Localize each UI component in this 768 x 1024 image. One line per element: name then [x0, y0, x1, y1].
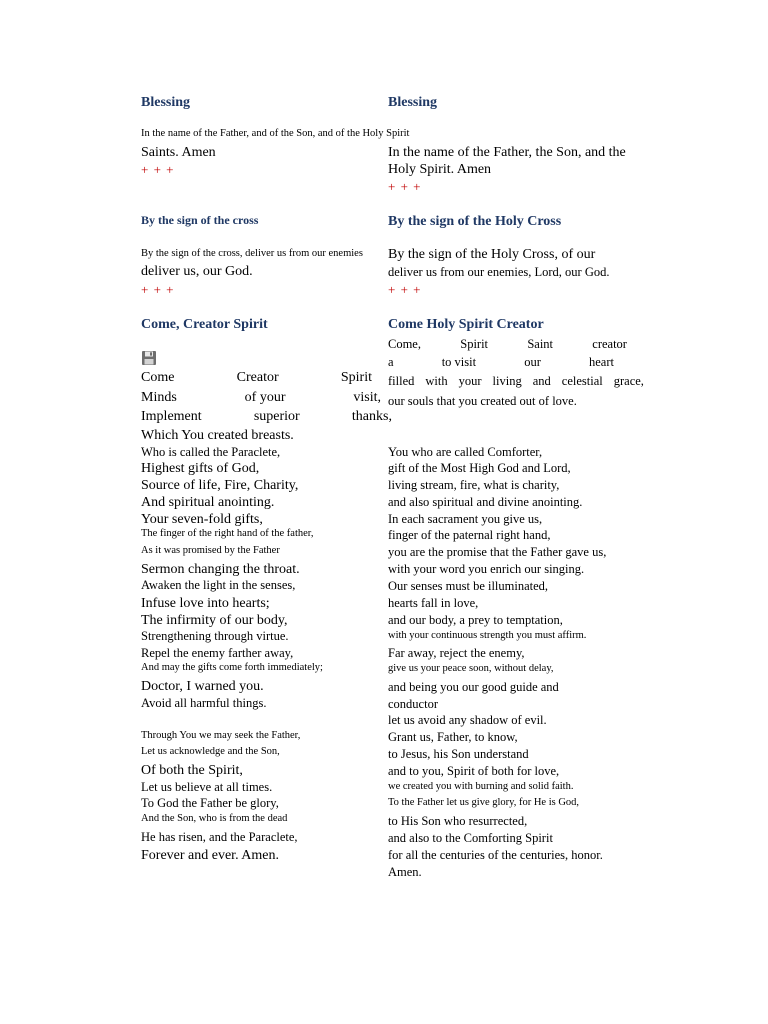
right-hymn-line-21: we created you with burning and solid faith.: [388, 781, 574, 792]
left-hymn-line-5: And spiritual anointing.: [141, 495, 275, 510]
right-hymn-line-19: to Jesus, his Son understand: [388, 747, 529, 761]
right-hymn-line-7: you are the promise that the Father gave us,: [388, 545, 607, 559]
right-hymn-line-6: finger of the paternal right hand,: [388, 528, 551, 542]
right-hymn-row-1-word-3: Saint: [527, 337, 554, 351]
right-hymn-line-22: To the Father let us give glory, for He is God,: [388, 797, 580, 808]
left-hymn-row-2: [141, 390, 381, 406]
save-icon[interactable]: [141, 350, 157, 366]
right-hymn-line-5: In each sacrament you give us,: [388, 512, 543, 526]
right-hymn-row-2-word-1: a: [388, 355, 394, 369]
right-hymn-line-11: and our body, a prey to temptation,: [388, 613, 563, 627]
right-blessing-crosses: + + +: [388, 179, 422, 194]
left-hymn-line-23: And the Son, who is from the dead: [141, 813, 288, 824]
right-hymn-row-1-word-1: Come,: [388, 337, 421, 351]
right-hymn-line-25: for all the centuries of the centuries, honor.: [388, 848, 603, 862]
left-hymn-line-21: Let us believe at all times.: [141, 780, 273, 794]
right-blessing-title: Blessing: [388, 95, 438, 110]
right-hymn-row-4: our souls that you created out of love.: [388, 394, 577, 408]
left-hymn-row-1: [141, 370, 372, 386]
right-hymn-line-16: conductor: [388, 697, 438, 711]
left-hymn-line-13: Strengthening through virtue.: [141, 629, 289, 643]
right-hymn-line-26: Amen.: [388, 865, 422, 879]
left-hymn-line-3: Highest gifts of God,: [141, 461, 260, 476]
left-hymn-row-2-word-2: of your: [244, 390, 286, 405]
left-hymn-line-1: Which You created breasts.: [141, 428, 294, 443]
right-sign-title: By the sign of the Holy Cross: [388, 214, 562, 229]
left-hymn-line-19: Let us acknowledge and the Son,: [141, 746, 280, 757]
right-sign-line-1: By the sign of the Holy Cross, of our: [388, 247, 596, 262]
right-hymn-line-3: living stream, fire, what is charity,: [388, 478, 560, 492]
right-hymn-row-2: [388, 355, 614, 369]
left-hymn-line-11: Infuse love into hearts;: [141, 596, 270, 611]
right-hymn-row-3-word-3: your: [458, 374, 482, 388]
right-hymn-line-2: gift of the Most High God and Lord,: [388, 461, 571, 475]
left-hymn-line-12: The infirmity of our body,: [141, 613, 288, 628]
left-hymn-line-2: Who is called the Paraclete,: [141, 445, 281, 459]
left-hymn-line-7: The finger of the right hand of the father,: [141, 528, 314, 539]
right-hymn-row-1-word-2: Spirit: [460, 337, 489, 351]
left-hymn-line-20: Of both the Spirit,: [141, 763, 243, 778]
right-hymn-line-9: Our senses must be illuminated,: [388, 579, 549, 593]
right-hymn-title: Come Holy Spirit Creator: [388, 317, 544, 332]
left-blessing-crosses: + + +: [141, 162, 175, 177]
right-hymn-line-24: and also to the Comforting Spirit: [388, 831, 553, 845]
right-hymn-line-17: let us avoid any shadow of evil.: [388, 713, 547, 727]
right-hymn-row-2-word-4: heart: [589, 355, 614, 369]
right-hymn-line-1: You who are called Comforter,: [388, 445, 543, 459]
right-blessing-line-1: In the name of the Father, the Son, and the: [388, 145, 626, 160]
right-hymn-line-12: with your continuous strength you must affirm.: [388, 630, 587, 641]
left-hymn-line-18: Through You we may seek the Father,: [141, 730, 301, 741]
left-hymn-row-1-word-2: Creator: [236, 370, 279, 385]
right-hymn-line-15: and being you our good guide and: [388, 680, 559, 694]
left-sign-line-2: deliver us, our God.: [141, 264, 253, 279]
right-hymn-row-3-word-7: grace,: [613, 374, 644, 388]
left-hymn-line-25: Forever and ever. Amen.: [141, 848, 280, 863]
left-hymn-line-14: Repel the enemy farther away,: [141, 646, 294, 660]
left-hymn-row-3: [141, 409, 392, 425]
left-hymn-line-8: As it was promised by the Father: [141, 545, 280, 556]
right-hymn-line-23: to His Son who resurrected,: [388, 814, 528, 828]
right-blessing-line-2: Holy Spirit. Amen: [388, 162, 492, 177]
left-hymn-line-9: Sermon changing the throat.: [141, 562, 300, 577]
left-hymn-line-24: He has risen, and the Paraclete,: [141, 830, 298, 844]
left-blessing-title: Blessing: [141, 95, 191, 110]
right-hymn-row-3-word-5: and: [532, 374, 551, 388]
right-hymn-row-3-word-2: with: [425, 374, 448, 388]
right-sign-line-2: deliver us from our enemies, Lord, our God.: [388, 265, 610, 279]
right-hymn-row-3: [388, 374, 644, 388]
left-hymn-row-2-word-3: visit,: [353, 390, 381, 405]
right-hymn-line-14: give us your peace soon, without delay,: [388, 663, 554, 674]
left-hymn-row-3-word-1: Implement: [141, 409, 202, 424]
left-hymn-row-1-word-1: Come: [141, 370, 175, 385]
left-hymn-row-1-word-3: Spirit: [340, 370, 372, 385]
left-sign-line-1: By the sign of the cross, deliver us from our enemies: [141, 248, 363, 259]
left-sign-title: By the sign of the cross: [141, 213, 259, 227]
left-blessing-line-1: In the name of the Father, and of the Son, and of the Holy Spirit: [141, 128, 410, 139]
right-hymn-line-8: with your word you enrich our singing.: [388, 562, 585, 576]
right-hymn-line-4: and also spiritual and divine anointing.: [388, 495, 583, 509]
left-hymn-line-17: Avoid all harmful things.: [141, 696, 267, 710]
left-hymn-line-16: Doctor, I warned you.: [141, 679, 264, 694]
right-hymn-row-3-word-4: living: [492, 374, 522, 388]
left-hymn-line-10: Awaken the light in the senses,: [141, 578, 296, 592]
right-hymn-line-18: Grant us, Father, to know,: [388, 730, 518, 744]
left-blessing-line-2: Saints. Amen: [141, 145, 216, 160]
left-hymn-row-2-word-1: Minds: [141, 390, 177, 405]
right-hymn-row-3-word-6: celestial: [561, 374, 603, 388]
left-hymn-line-22: To God the Father be glory,: [141, 796, 279, 810]
right-hymn-row-2-word-3: our: [524, 355, 541, 369]
right-hymn-row-1-word-4: creator: [592, 337, 627, 351]
right-hymn-line-10: hearts fall in love,: [388, 596, 479, 610]
left-sign-crosses: + + +: [141, 282, 175, 297]
right-hymn-row-3-word-1: filled: [388, 374, 415, 388]
left-hymn-line-6: Your seven-fold gifts,: [141, 512, 263, 527]
left-hymn-row-3-word-3: thanks,: [351, 409, 392, 424]
right-hymn-line-20: and to you, Spirit of both for love,: [388, 764, 560, 778]
left-hymn-line-15: And may the gifts come forth immediately;: [141, 662, 323, 673]
left-hymn-title: Come, Creator Spirit: [141, 317, 268, 332]
left-hymn-line-4: Source of life, Fire, Charity,: [141, 478, 299, 493]
right-hymn-line-13: Far away, reject the enemy,: [388, 646, 525, 660]
right-hymn-row-2-word-2: to visit: [441, 355, 477, 369]
right-hymn-row-1: [388, 337, 627, 351]
right-sign-crosses: + + +: [388, 282, 422, 297]
left-hymn-row-3-word-2: superior: [253, 409, 300, 424]
